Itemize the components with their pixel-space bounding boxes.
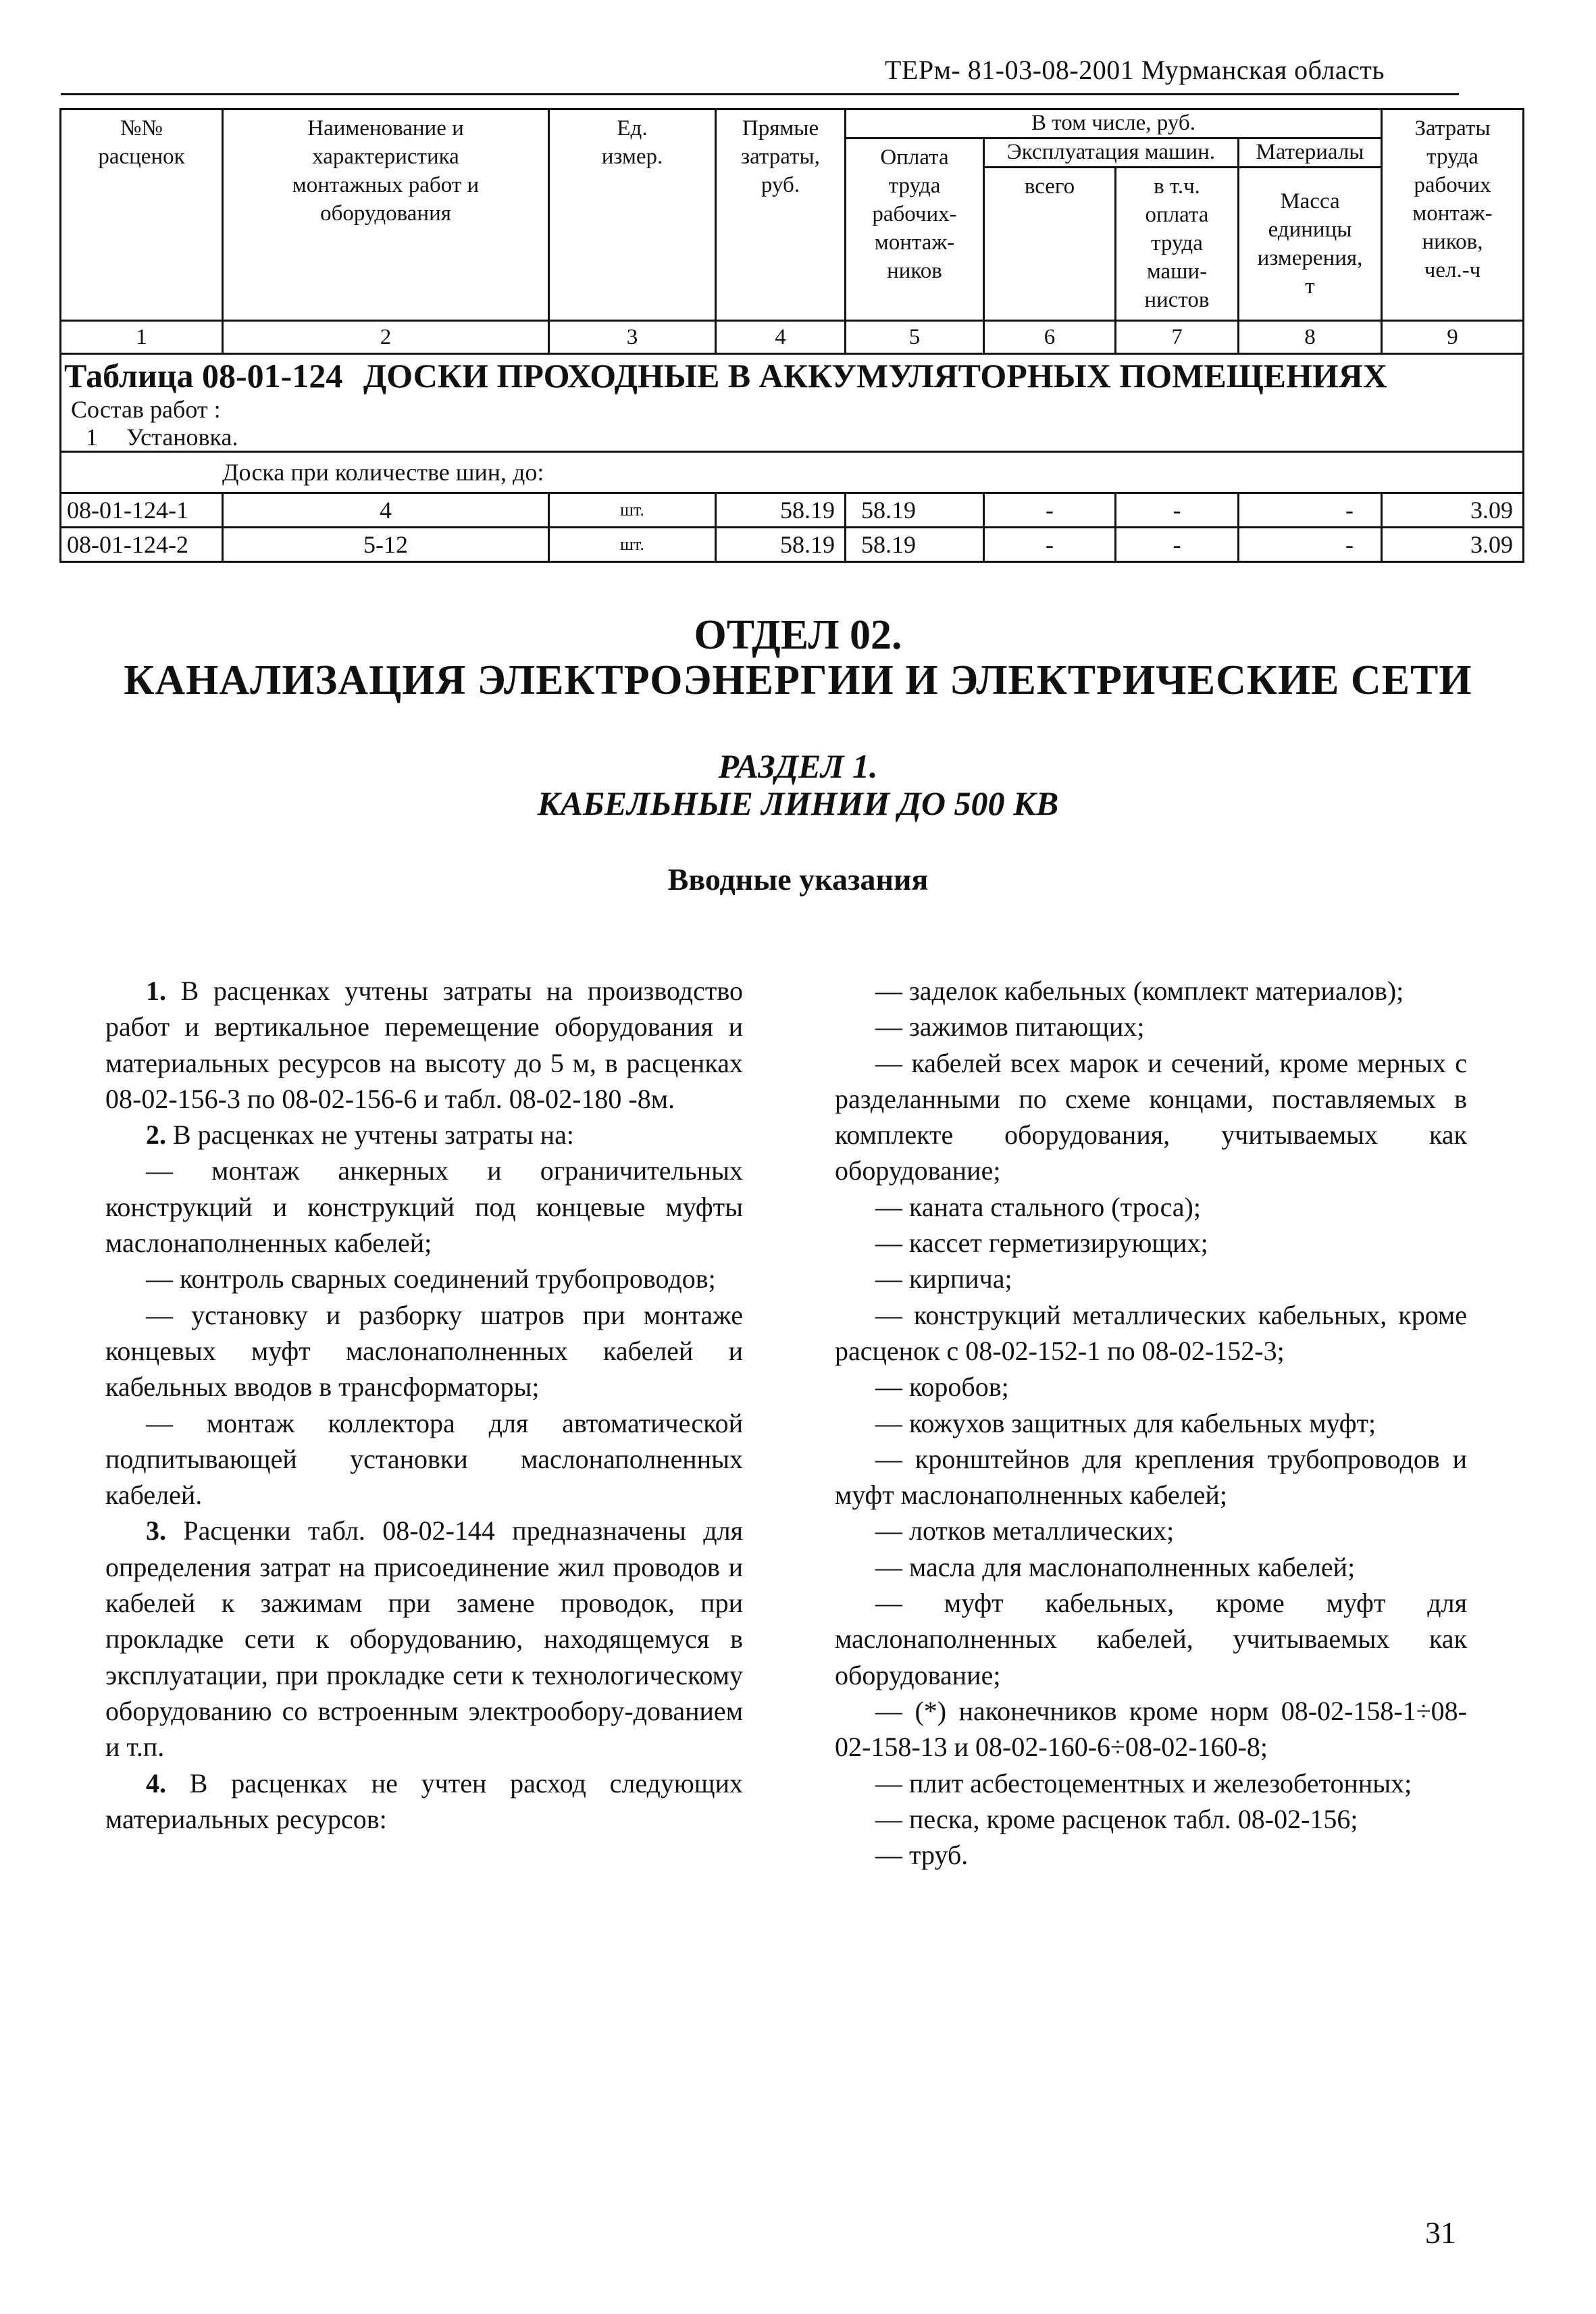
- head-labor: [1382, 109, 1524, 321]
- division-name: КАНАЛИЗАЦИЯ ЭЛЕКТРОЭНЕРГИИ И ЭЛЕКТРИЧЕСКИЕ СЕТИ: [124, 657, 1472, 703]
- list-item: — лотков металлических;: [875, 1515, 1175, 1546]
- header-line: ников: [887, 259, 942, 283]
- head-mass: [1239, 168, 1382, 321]
- rate-code: 08-01-124-1: [61, 493, 223, 528]
- subheading: Доска при количестве шин, до:: [222, 459, 544, 486]
- rate-code: 08-01-124-2: [61, 528, 223, 562]
- header-line: измер.: [601, 145, 663, 169]
- composition-item: [61, 424, 1522, 451]
- rate-mass: -: [1239, 493, 1382, 528]
- list-item: — плит асбестоцементных и железобетонных;: [875, 1767, 1412, 1799]
- head-code: [61, 109, 223, 321]
- rate-unit: шт.: [549, 493, 716, 528]
- list-item: — песка, кроме расценок табл. 08-02-156;: [875, 1803, 1358, 1834]
- header-line: Масса: [1280, 189, 1340, 213]
- header-line: монтаж-: [1412, 201, 1493, 226]
- rates-table: [59, 108, 1524, 563]
- header-line: маши-: [1146, 259, 1208, 284]
- list-item: — труб.: [875, 1840, 969, 1871]
- header-line: №№: [120, 116, 163, 141]
- division-title: ОТДЕЛ 02.: [694, 612, 902, 658]
- header-line: всего: [1024, 174, 1075, 199]
- subheading-row: [61, 452, 1524, 493]
- header-line: т: [1305, 274, 1315, 299]
- head-direct: [716, 109, 846, 321]
- left-column: [105, 973, 743, 1837]
- paragraph-text: — монтаж анкерных и ограничительных конструкций и конструкций под концевые муфты маслонаполненных кабелей;: [105, 1155, 743, 1259]
- table-label: Таблица 08-01-124: [64, 357, 343, 395]
- paragraph: [105, 1765, 743, 1838]
- table-name: ДОСКИ ПРОХОДНЫЕ В АККУМУЛЯТОРНЫХ ПОМЕЩЕНИЯХ: [363, 357, 1387, 395]
- rate-labor: 3.09: [1382, 528, 1524, 562]
- composition-item-text: Установка.: [126, 424, 238, 451]
- list-item: — масла для маслонаполненных кабелей;: [875, 1551, 1356, 1582]
- header-line: Наименование и: [307, 116, 464, 141]
- list-item: — кирпича;: [875, 1263, 1012, 1294]
- paragraph: [105, 1153, 743, 1261]
- rate-labor: 3.09: [1382, 493, 1524, 528]
- paragraph: [105, 1117, 743, 1153]
- list-item: — кассет герметизирующих;: [875, 1228, 1208, 1259]
- colnum: 2: [223, 321, 549, 354]
- colnum: 5: [846, 321, 984, 354]
- head-machinists-pay: [1116, 168, 1239, 321]
- colnum: 3: [549, 321, 716, 354]
- header-line: чел.-ч: [1424, 258, 1481, 282]
- right-column: [835, 973, 1467, 1873]
- list-item: — муфт кабельных, кроме муфт для маслонаполненных кабелей, учитываемых как оборудование;: [835, 1588, 1467, 1690]
- rate-labor-pay: 58.19: [846, 493, 984, 528]
- header-rule: [61, 93, 1459, 95]
- paragraph: [105, 1297, 743, 1405]
- composition-label: Состав работ :: [71, 396, 221, 423]
- table-head-row-1: [61, 109, 1524, 139]
- paragraph-number: 2.: [146, 1120, 166, 1151]
- colnum: 9: [1382, 321, 1524, 354]
- rate-mass: -: [1239, 528, 1382, 562]
- colnum: 7: [1116, 321, 1239, 354]
- paragraph-text: — установку и разборку шатров при монтаже концевых муфт маслонаполненных кабелей и кабельных вводов в трансформаторы;: [105, 1299, 743, 1403]
- colnum: 1: [61, 321, 223, 354]
- paragraph-text: Расценки табл. 08-02-144 предназначены для определения затрат на присоединение жил проводов и кабелей к зажимам при замене проводок, при прокладке сети к оборудованию, находящемуся в эксплуатации, при прокладке сети к технологическому оборудованию со встроенным электрообору-дованием и т.п.: [105, 1515, 743, 1763]
- header-line: Затраты: [1414, 116, 1491, 141]
- head-name: [223, 109, 549, 321]
- header-line: расценок: [98, 145, 185, 169]
- table-row: [61, 493, 1524, 528]
- table-title: [61, 355, 1522, 395]
- colnum: 6: [984, 321, 1116, 354]
- head-labor-pay: [846, 139, 984, 321]
- head-machines: Эксплуатация машин.: [984, 139, 1239, 168]
- paragraph-number: 3.: [146, 1515, 166, 1546]
- colnum: 8: [1239, 321, 1382, 354]
- header-line: Прямые: [742, 116, 819, 141]
- head-group: В том числе, руб.: [846, 109, 1382, 139]
- table-row: [61, 528, 1524, 562]
- list-item: — (*) наконечников кроме норм 08-02-158-1÷08-02-158-13 и 08-02-160-6÷08-02-160-8;: [835, 1695, 1467, 1763]
- rate-machines-total: -: [984, 493, 1116, 528]
- header-line: нистов: [1144, 288, 1210, 312]
- header-line: оплата: [1145, 203, 1209, 227]
- list-item: — зажимов питающих;: [875, 1011, 1145, 1042]
- list-item: — кабелей всех марок и сечений, кроме мерных с разделанными по схеме концами, поставляемых в комплекте оборудования, учитываемых как оборудование;: [835, 1047, 1467, 1186]
- header-line: характеристика: [312, 145, 459, 169]
- paragraph: [105, 1513, 743, 1765]
- rate-machines-total: -: [984, 528, 1116, 562]
- section-name: КАБЕЛЬНЫЕ ЛИНИИ ДО 500 КВ: [537, 784, 1059, 822]
- rate-direct: 58.19: [716, 528, 846, 562]
- paragraph-number: 1.: [146, 976, 166, 1006]
- header-line: затраты,: [741, 145, 820, 169]
- page-number: 31: [1425, 2215, 1456, 2250]
- header-line: в т.ч.: [1154, 174, 1200, 199]
- header-line: рабочих-: [872, 202, 957, 226]
- rate-name: 4: [223, 493, 549, 528]
- head-machines-total: [984, 168, 1116, 321]
- colnum: 4: [716, 321, 846, 354]
- list-item: — заделок кабельных (комплект материалов);: [875, 976, 1404, 1006]
- header-line: труда: [1426, 145, 1478, 169]
- paragraph: [105, 973, 743, 1117]
- section-title: РАЗДЕЛ 1.: [718, 747, 878, 785]
- list-item: — коробов;: [875, 1372, 1009, 1403]
- list-item: — кожухов защитных для кабельных муфт;: [875, 1407, 1376, 1438]
- composition-item-num: 1: [86, 424, 98, 451]
- rate-labor-pay: 58.19: [846, 528, 984, 562]
- paragraph: [105, 1261, 743, 1297]
- head-materials: Материалы: [1239, 139, 1382, 168]
- paragraph-text: В расценках учтены затраты на производство работ и вертикальное перемещение оборудования и материальных ресурсов на высоту до 5 м, в расценках 08-02-156-3 по 08-02-156-6 и табл. 08-02-180 -8м.: [105, 976, 743, 1114]
- rate-direct: 58.19: [716, 493, 846, 528]
- header-line: труда: [1151, 231, 1203, 255]
- header-line: измерения,: [1257, 246, 1363, 270]
- paragraph-text: — монтаж коллектора для автоматической подпитывающей установки маслонаполненных кабелей.: [105, 1407, 743, 1511]
- list-item: — конструкций металлических кабельных, кроме расценок с 08-02-152-1 по 08-02-152-3;: [835, 1299, 1467, 1366]
- paragraph-text: — контроль сварных соединений трубопроводов;: [146, 1263, 716, 1294]
- header-line: Ед.: [617, 116, 648, 141]
- list-item: — кронштейнов для крепления трубопроводов и муфт маслонаполненных кабелей;: [835, 1443, 1467, 1511]
- intro-heading: Вводные указания: [667, 862, 929, 897]
- header-line: оборудования: [320, 201, 451, 226]
- header-line: Оплата: [880, 145, 949, 170]
- rate-machinists-pay: -: [1116, 493, 1239, 528]
- table-title-row: [61, 354, 1524, 452]
- header-line: единицы: [1268, 218, 1352, 242]
- rate-unit: шт.: [549, 528, 716, 562]
- header-line: рабочих: [1414, 173, 1491, 197]
- paragraph-text: В расценках не учтен расход следующих материальных ресурсов:: [105, 1767, 743, 1834]
- header-line: труда: [888, 174, 941, 198]
- head-unit: [549, 109, 716, 321]
- paragraph-number: 4.: [146, 1767, 166, 1799]
- header-line: монтажных работ и: [292, 173, 480, 197]
- running-header: ТЕРм- 81-03-08-2001 Мурманская область: [885, 55, 1385, 85]
- header-line: ников,: [1422, 230, 1483, 254]
- column-numbers-row: [61, 321, 1524, 354]
- paragraph-text: В расценках не учтены затраты на:: [166, 1120, 574, 1151]
- rate-name: 5-12: [223, 528, 549, 562]
- list-item: — каната стального (троса);: [875, 1191, 1201, 1222]
- header-line: руб.: [761, 173, 800, 197]
- paragraph: [105, 1405, 743, 1513]
- header-line: монтаж-: [874, 230, 955, 255]
- rate-machinists-pay: -: [1116, 528, 1239, 562]
